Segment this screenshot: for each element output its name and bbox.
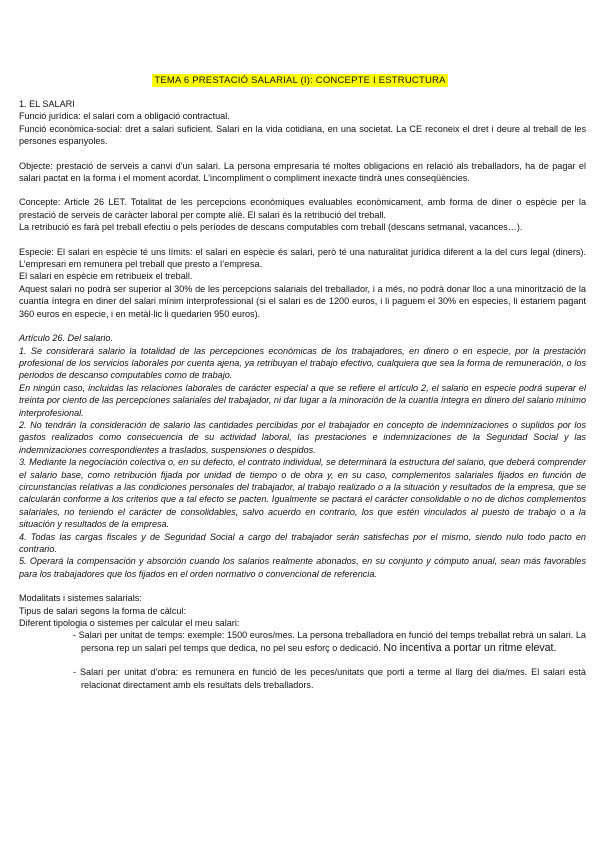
document-title: TEMA 6 PRESTACIÓ SALARIAL (I): CONCEPTE I ESTRUCTURA (154, 75, 446, 86)
paragraph-concepte: Concepte: Article 26 LET. Totalitat de les percepcions econòmiques evaluables econòmicament, amb forma de diner o espècie per la prestació de serveis de caràcter laboral per compte aliè. El salari és la retribució del treball. (19, 197, 586, 220)
article-paragraph-1: 1. Se considerará salario la totalidad de las percepciones económicas de los trabajadores, en dinero o en especie, por la prestación profesional de los servicios laborales por cuenta ajena, ya retribuyan el trabajo efectivo, cualquiera que sea la forma de remuneración, o los periodos de descanso computables como de trabajo. (19, 345, 586, 381)
paragraph-especie-2: El salari en espècie em retribueix el treball. (19, 271, 193, 282)
paragraph-especie-1: Especie: El salari en espècie té uns límits: el salari en espècie és salari, però té una naturalitat jurídica diferent a la del curs legal (diners). L’empresari em remunera pel treball que presto a l’empresa. (19, 246, 586, 270)
modalitats-tipus: Tipus de salari segons la forma de càlcul: (19, 605, 186, 616)
section-heading: 1. EL SALARI (19, 99, 75, 109)
paragraph-objecte: Objecte: prestació de serveis a canvi d’un salari. La persona empresaria té moltes obligacions en relació als treballadors, ha de pagar el salari pactat en la forma i el moment acordat. L’incompliment o compliment inexacte tindrà unes conseqüències. (19, 160, 586, 184)
article-paragraph-1b: En ningún caso, incluidas las relaciones laborales de carácter especial a que se refiere el artículo 2, el salario en especie podrá superar el treinta por ciento de las percepciones salariales del trabajador, ni dar lugar a la minoración de la cuantía íntegra en dinero del salario mínimo interprofesional. (19, 382, 586, 418)
paragraph-funcio-economica: Funció econòmica-social: dret a salari suficient. Salari en la vida cotidiana, en una societat. La CE reconeix el dret i deure al treball de les persones espanyoles. (19, 123, 586, 147)
paragraph-retribucio: La retribució es farà pel treball efectiu o pels períodes de descans computables com treball (descans setmanal, vacances…). (19, 222, 523, 233)
article-paragraph-3: 3. Mediante la negociación colectiva o, en su defecto, el contrato individual, se determinará la estructura del salario, que deberá comprender el salario base, como retribución fijada por unidad de tiempo o de obra y, en su caso, complementos salariales fijados en función de circunstancias relativas a las condiciones personales del trabajador, al trabajo realizado o a la situación y resultados de la empresa, que se calcularán conforme a los criterios que a tal efecto se pacten. Igualmente se pactará el carácter consolidable o no de dichos complementos salariales, no teniendo el carácter de consolidables, salvo acuerdo en contrario, los que estén vinculados al puesto de trabajo o a la situación y resultados de la empresa. (19, 457, 586, 530)
article-heading: Artículo 26. Del salario. (19, 333, 114, 344)
list-item-text: - Salari per unitat de temps: exemple: 1500 euros/mes. La persona treballadora en funció del temps treballat rebrà un salari. La persona rep un salari pel temps que dedica, no pel seu esforç o dedicació. (73, 630, 586, 653)
modalitats-tipologia: Diferent tipologia o sistemes per calcular el meu salari: (19, 618, 240, 629)
article-paragraph-5: 5. Operará la compensación y absorción cuando los salarios realmente abonados, en su conjunto y cómputo anual, sean más favorables para los trabajadores que los fijados en el orden normativo o convencional de referencia. (19, 556, 586, 579)
list-item-tail: No incentiva a portar un ritme elevat. (383, 641, 557, 654)
modalitats-heading: Modalitats i sistemes salarials: (19, 593, 142, 604)
list-item (73, 629, 586, 654)
salary-types-list (73, 629, 586, 691)
list-item: - Salari per unitat d’obra: es remunera en funció de les peces/unitats que porti a terme al llarg del dia/mes. El salari està relacionat directament amb els resultats dels treballadors. (73, 667, 586, 690)
document-body (19, 98, 586, 691)
article-paragraph-4: 4. Todas las cargas fiscales y de Seguridad Social a cargo del trabajador serán satisfechas por el mismo, siendo nulo todo pacto en contrario. (19, 531, 586, 554)
paragraph-funcio-juridica: Funció jurídica: el salari com a obligació contractual. (19, 111, 230, 122)
paragraph-especie-3: Aquest salari no podrà ser superior al 30% de les percepcions salarials del treballador, i a més, no podrà donar lloc a una minorització de la cuantía íntegra en diner del salari mínim interprofessional (si el salari es de 1200 euros, i li paguem el 30% en especies, li estariem pagant 360 euros en especie, i en metàl·lic li quedarien 950 euros). (19, 283, 586, 319)
title-container (0, 70, 600, 88)
article-paragraph-2: 2. No tendrán la consideración de salario las cantidades percibidas por el trabajador en concepto de indemnizaciones o suplidos por los gastos realizados como consecuencia de su actividad laboral, las prestaciones e indemnizaciones de la Seguridad Social y las indemnizaciones correspondientes a traslados, suspensiones o despidos. (19, 419, 586, 455)
